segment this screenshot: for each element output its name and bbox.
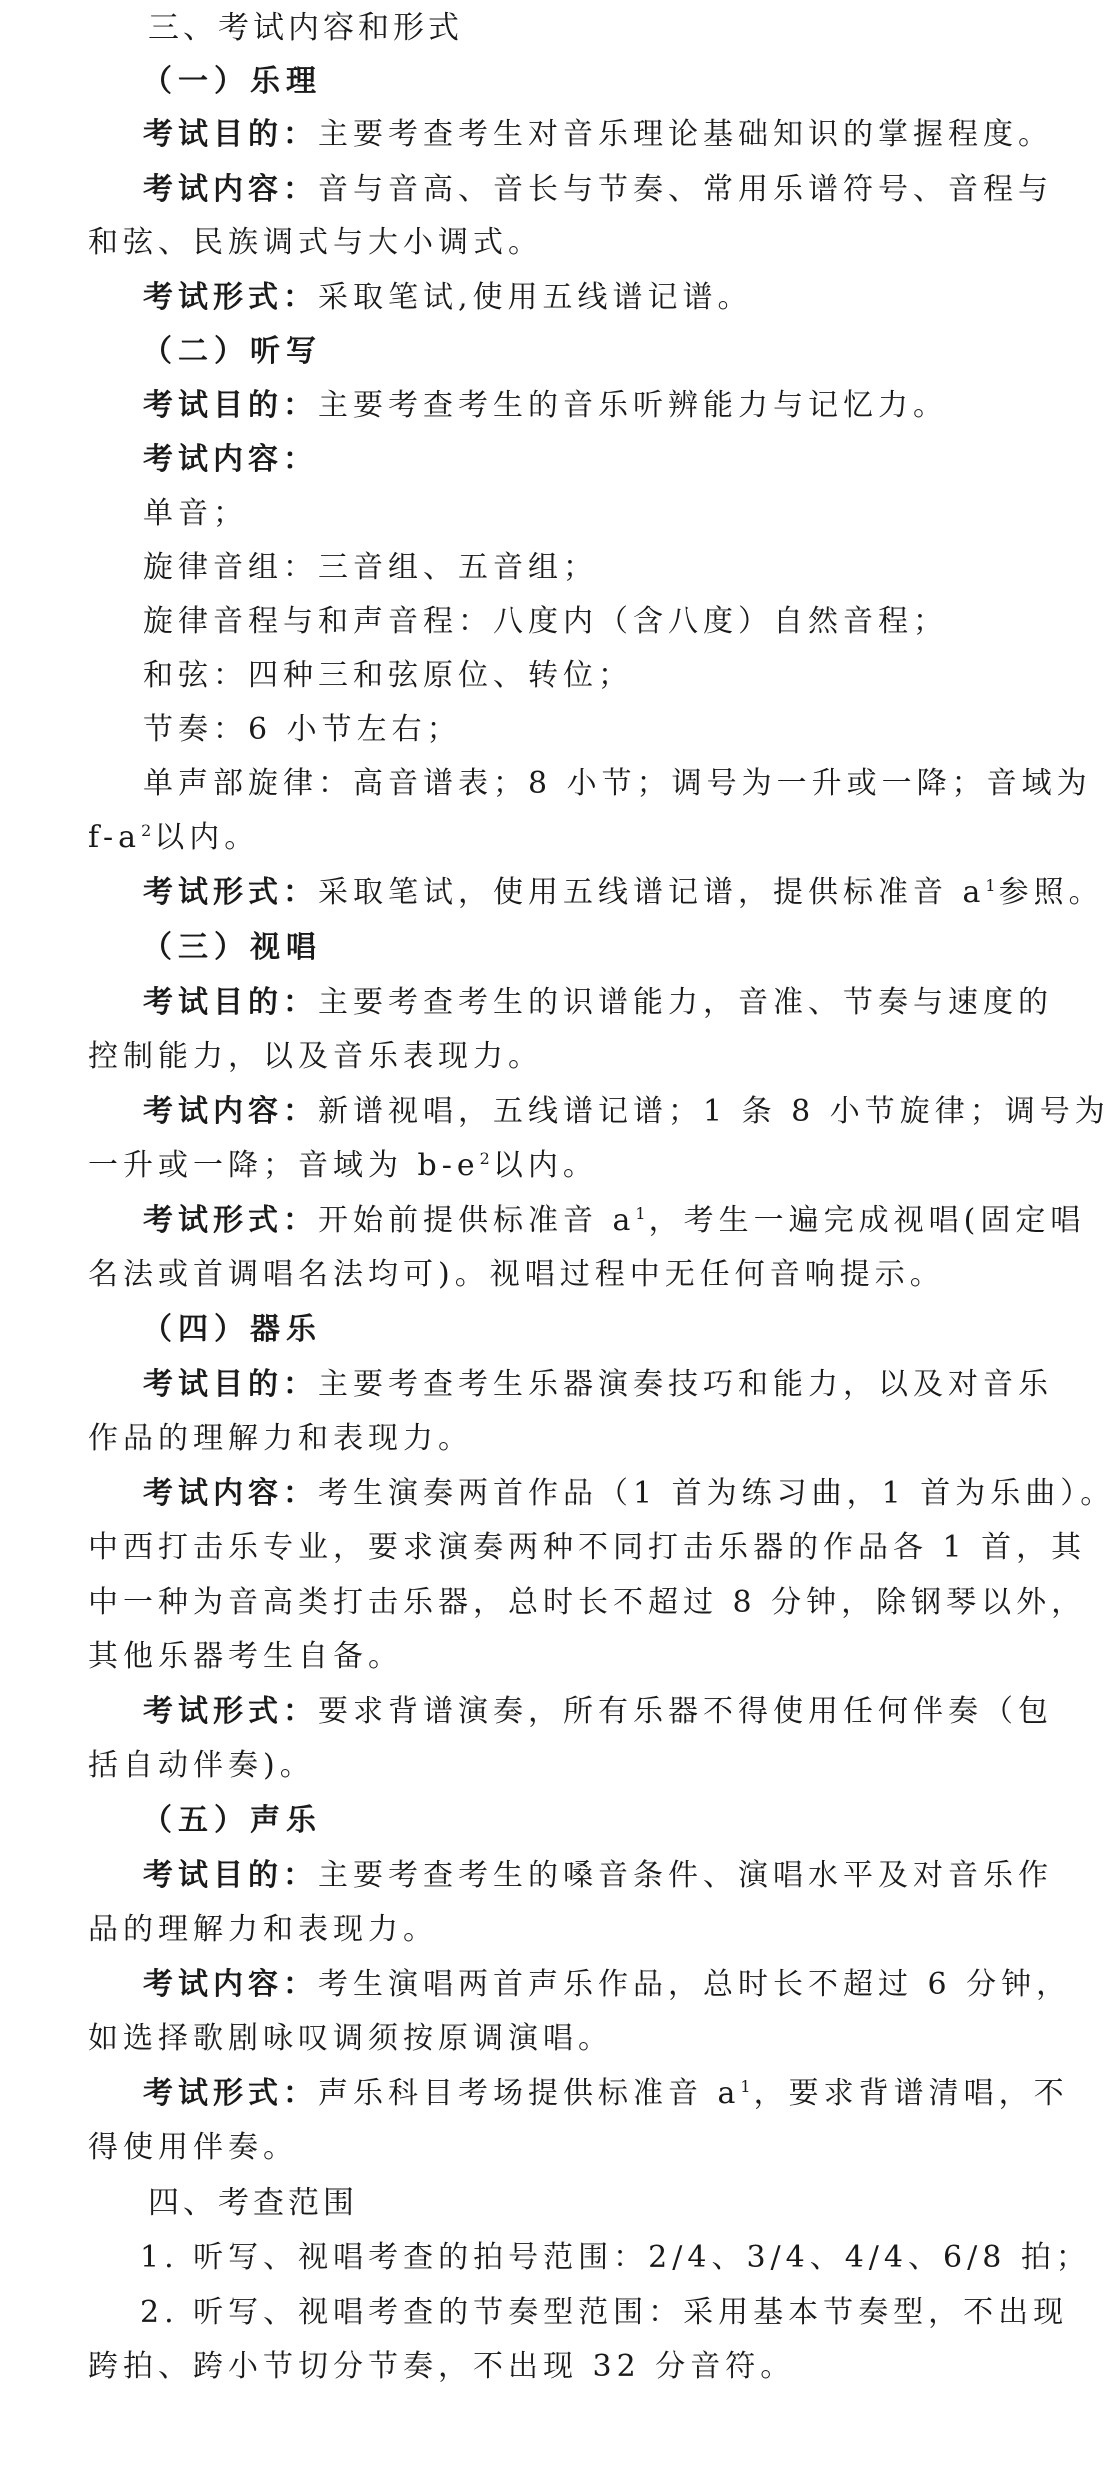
field-label: 考试目的： — [143, 1858, 318, 1893]
tingxie-item-4 — [143, 656, 633, 696]
qiyue-content-cont-2 — [88, 1583, 1086, 1623]
line-text: 主要考查考生的识谱能力，音准、节奏与速度的 — [318, 985, 1053, 1020]
line-text: 1. 听写、视唱考查的拍号范围：2/4、3/4、4/4、6/8 拍； — [140, 2240, 1091, 2275]
field-label: 考试形式： — [143, 280, 318, 315]
superscript: 1 — [740, 2077, 751, 2096]
shengyue-form-cont — [88, 2128, 298, 2168]
heading-section-3 — [148, 8, 463, 48]
qiyue-content-cont-3 — [88, 1637, 403, 1677]
heading-tingxie — [142, 332, 322, 372]
line-text: 品的理解力和表现力。 — [88, 1912, 438, 1947]
field-label: 考试内容： — [143, 442, 318, 477]
shichang-content — [143, 1092, 1110, 1132]
field-label: 考试形式： — [143, 2076, 318, 2111]
qiyue-form — [143, 1692, 1053, 1732]
field-label: 考试目的： — [143, 1367, 318, 1402]
tingxie-purpose — [143, 386, 948, 426]
line-text: 单音； — [143, 496, 248, 531]
tingxie-item-6 — [143, 764, 1092, 804]
heading-yueli — [142, 62, 322, 102]
yueli-content-cont — [88, 223, 543, 263]
shichang-form-cont — [88, 1255, 945, 1295]
shengyue-content-cont — [88, 2019, 613, 2059]
line-text-after: ，要求背谱清唱，不 — [753, 2076, 1069, 2111]
tingxie-item-5 — [143, 710, 462, 750]
field-label: 考试目的： — [143, 117, 318, 152]
field-label: 考试目的： — [143, 388, 318, 423]
qiyue-form-cont — [88, 1746, 315, 1786]
superscript: 2 — [479, 1149, 490, 1168]
superscript: 1 — [635, 1204, 646, 1223]
line-text: 跨拍、跨小节切分节奏，不出现 32 分音符。 — [88, 2349, 796, 2384]
superscript: 2 — [141, 821, 152, 840]
field-label: 考试目的： — [143, 985, 318, 1020]
line-text: 单声部旋律：高音谱表；8 小节；调号为一升或一降；音域为 — [143, 766, 1092, 801]
line-text: 新谱视唱，五线谱记谱；1 条 8 小节旋律；调号为 — [318, 1094, 1110, 1129]
yueli-purpose — [143, 115, 1053, 155]
line-text: 开始前提供标准音 a — [318, 1203, 636, 1238]
tingxie-item-3 — [143, 602, 948, 642]
qiyue-content-cont-1 — [88, 1528, 1086, 1568]
heading-shichang — [142, 928, 322, 968]
shichang-form — [143, 1201, 1085, 1241]
line-text: 和弦、民族调式与大小调式。 — [88, 225, 543, 260]
line-text: 中西打击乐专业，要求演奏两种不同打击乐器的作品各 1 首，其 — [88, 1530, 1087, 1565]
field-label: 考试形式： — [143, 1694, 318, 1729]
field-label: 考试形式： — [143, 1203, 318, 1238]
tingxie-form — [143, 873, 1104, 913]
line-text: 三、考试内容和形式 — [148, 10, 463, 46]
line-text: 旋律音程与和声音程：八度内（含八度）自然音程； — [143, 604, 948, 639]
line-text: 主要考查考生的音乐听辨能力与记忆力。 — [318, 388, 948, 423]
yueli-content — [143, 170, 1053, 210]
line-text: 2. 听写、视唱考查的节奏型范围：采用基本节奏型，不出现 — [140, 2295, 1069, 2330]
line-text: 得使用伴奏。 — [88, 2130, 298, 2165]
line-text: （一）乐理 — [142, 64, 322, 99]
line-text: 如选择歌剧咏叹调须按原调演唱。 — [88, 2021, 613, 2056]
line-text: 控制能力，以及音乐表现力。 — [88, 1039, 543, 1074]
shengyue-form — [143, 2074, 1069, 2114]
heading-qiyue — [142, 1310, 322, 1350]
field-label: 考试内容： — [143, 1967, 318, 2002]
line-text: 采取笔试，使用五线谱记谱，提供标准音 a — [318, 875, 986, 910]
tingxie-item-1 — [143, 494, 248, 534]
field-label: 考试内容： — [143, 1476, 318, 1511]
line-text: （四）器乐 — [142, 1312, 322, 1347]
line-text: 中一种为音高类打击乐器，总时长不超过 8 分钟，除钢琴以外， — [88, 1585, 1087, 1620]
line-text-after: ，考生一遍完成视唱(固定唱 — [648, 1203, 1086, 1238]
line-text: （二）听写 — [142, 334, 322, 369]
line-text-after: 以内。 — [492, 1148, 598, 1183]
line-text: 名法或首调唱名法均可)。视唱过程中无任何音响提示。 — [88, 1257, 945, 1292]
line-text-after: 以内。 — [154, 820, 260, 855]
shichang-purpose — [143, 983, 1053, 1023]
shichang-content-cont — [88, 1146, 598, 1186]
line-text: 主要考查考生对音乐理论基础知识的掌握程度。 — [318, 117, 1053, 152]
shengyue-purpose — [143, 1856, 1053, 1896]
line-text: （五）声乐 — [142, 1803, 322, 1838]
shengyue-content — [143, 1965, 1071, 2005]
qiyue-purpose-cont — [88, 1419, 473, 1459]
scope-item-1 — [140, 2238, 1091, 2278]
field-label: 考试内容： — [143, 172, 318, 207]
line-text-after: 参照。 — [998, 875, 1104, 910]
line-text: f-a — [88, 820, 142, 855]
tingxie-item-2 — [143, 548, 598, 588]
heading-shengyue — [142, 1801, 322, 1841]
line-text: 旋律音组：三音组、五音组； — [143, 550, 598, 585]
heading-section-4 — [148, 2183, 358, 2223]
line-text: 主要考查考生的嗓音条件、演唱水平及对音乐作 — [318, 1858, 1053, 1893]
yueli-form — [143, 278, 753, 318]
line-text: 要求背谱演奏，所有乐器不得使用任何伴奏（包 — [318, 1694, 1053, 1729]
superscript: 1 — [985, 876, 996, 895]
line-text: 音与音高、音长与节奏、常用乐谱符号、音程与 — [318, 172, 1053, 207]
line-text: 四、考查范围 — [148, 2185, 358, 2221]
scope-item-2-cont — [88, 2347, 795, 2387]
shichang-purpose-cont — [88, 1037, 543, 1077]
line-text: 考生演奏两首作品（1 首为练习曲，1 首为乐曲）。 — [318, 1476, 1115, 1511]
shengyue-purpose-cont — [88, 1910, 438, 1950]
line-text: 采取笔试,使用五线谱记谱。 — [318, 280, 753, 315]
line-text: 其他乐器考生自备。 — [88, 1639, 403, 1674]
line-text: （三）视唱 — [142, 930, 322, 965]
tingxie-content — [143, 440, 318, 480]
line-text: 一升或一降；音域为 b-e — [88, 1148, 480, 1183]
line-text: 作品的理解力和表现力。 — [88, 1421, 473, 1456]
line-text: 声乐科目考场提供标准音 a — [318, 2076, 741, 2111]
field-label: 考试内容： — [143, 1094, 318, 1129]
line-text: 节奏：6 小节左右； — [143, 712, 462, 747]
tingxie-item-6-cont — [88, 818, 259, 858]
line-text: 和弦：四种三和弦原位、转位； — [143, 658, 633, 693]
field-label: 考试形式： — [143, 875, 318, 910]
line-text: 括自动伴奏)。 — [88, 1748, 315, 1783]
scope-item-2 — [140, 2293, 1068, 2333]
qiyue-content — [143, 1474, 1115, 1514]
qiyue-purpose — [143, 1365, 1053, 1405]
line-text: 主要考查考生乐器演奏技巧和能力，以及对音乐 — [318, 1367, 1053, 1402]
line-text: 考生演唱两首声乐作品，总时长不超过 6 分钟， — [318, 1967, 1072, 2002]
